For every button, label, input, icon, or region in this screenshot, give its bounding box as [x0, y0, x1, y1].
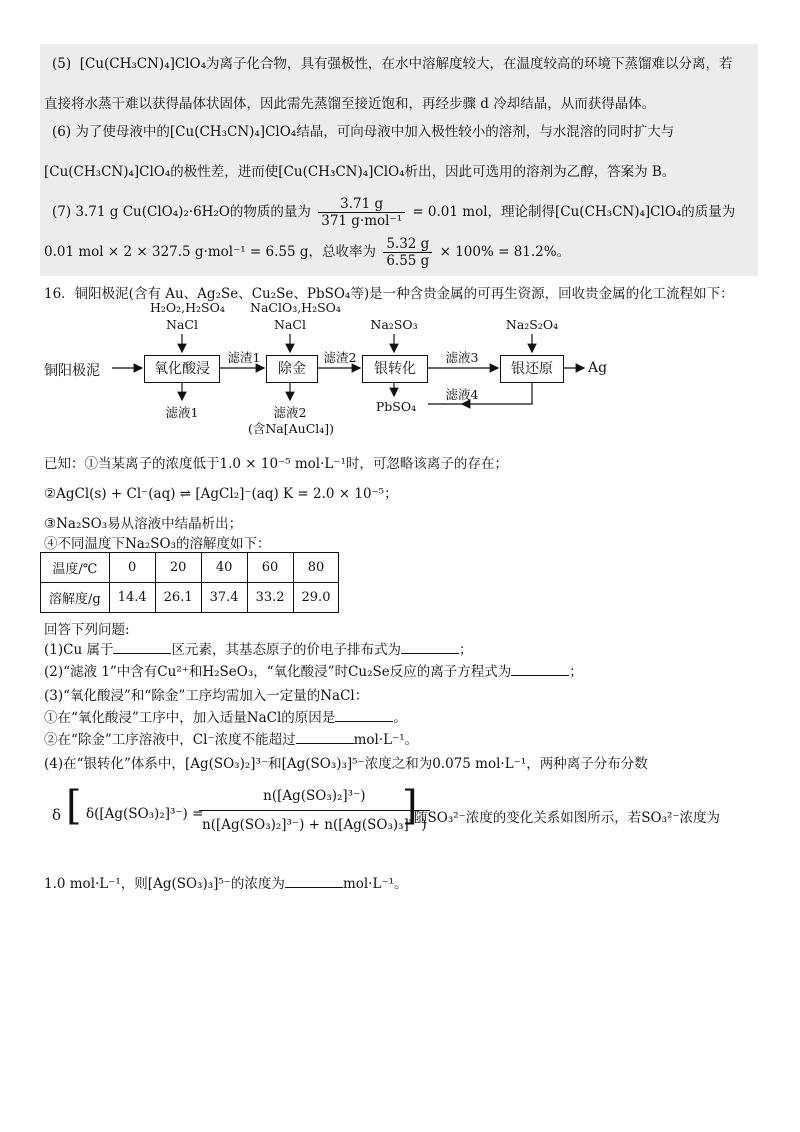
- question-4-line3: 1.0 mol·L⁻¹，则[Ag(SO₃)₃]⁵⁻的浓度为 mol·L⁻¹。: [44, 876, 408, 892]
- table-cell: 20: [155, 553, 201, 583]
- answer-7-line1: (7) 3.71 g Cu(ClO₄)₂·6H₂O的物质的量为 $\frac{3.71 g}{\text{371 g·mol⁻¹}}$ = 0.01 mol，理论制得[Cu(CH₃CN)₄]ClO₄的质量为: [52, 196, 736, 229]
- answer-6-line2: [Cu(CH₃CN)₄]ClO₄的极性差，进而使[Cu(CH₃CN)₄]ClO₄析出，因此可选用的溶剂为乙醇，答案为 B。: [44, 164, 676, 180]
- table-header-temperature: 温度/℃: [41, 553, 110, 583]
- delta-definition-lhs: δ([Ag(SO₃)₂]³⁻) =: [86, 806, 204, 822]
- table-cell: 29.0: [293, 583, 339, 613]
- flow-box-silver-conversion: 银转化: [362, 355, 428, 383]
- question-3: (3)“氧化酸浸”和“除金”工序均需加入一定量的NaCl：: [44, 688, 369, 704]
- arrow-label-filtrate3: 滤液3: [445, 350, 479, 365]
- answer-blank[interactable]: [401, 641, 459, 654]
- bracket-left: [: [66, 783, 82, 829]
- fraction-yield: $\frac{5.32 g}{6.55 g}$: [383, 236, 432, 269]
- delta-symbol: δ: [52, 806, 62, 824]
- flow-box-oxidative-leach: 氧化酸浸: [144, 355, 220, 383]
- table-row-temperature: [41, 553, 339, 583]
- answer-blank[interactable]: [335, 709, 393, 722]
- question-2: (2)“滤液 1”中含有Cu²⁺和H₂SeO₃，“氧化酸浸”时Cu₂Se反应的离子方程式为 ；: [44, 664, 583, 680]
- table-cell: 14.4: [109, 583, 155, 613]
- answer-5-line1: (5) [Cu(CH₃CN)₄]ClO₄为离子化合物，具有强极性，在水中溶解度较大，在温度较高的环境下蒸馏难以分离，若: [52, 56, 733, 72]
- question-1: (1)Cu 属于 区元素，其基态原子的价电子排布式为 ；: [44, 642, 473, 658]
- question-4-line1: (4)在“银转化”体系中，[Ag(SO₃)₂]³⁻和[Ag(SO₃)₃]⁵⁻浓度之和为0.075 mol·L⁻¹，两种离子分布分数: [44, 756, 648, 772]
- known-3: ③Na₂SO₃易从溶液中结晶析出；: [44, 516, 243, 532]
- table-cell: 0: [109, 553, 155, 583]
- flow-end-label: Ag: [588, 360, 608, 376]
- reagent-1a: H₂O₂,H₂SO₄: [150, 300, 225, 315]
- question-4-line2: 随SO₃²⁻浓度的变化关系如图所示，若SO₃²⁻浓度为: [414, 810, 721, 826]
- delta-denominator: n([Ag(SO₃)₂]³⁻) + n([Ag(SO₃)₃]⁵⁻): [202, 817, 427, 833]
- question-16-intro: 16．铜阳极泥(含有 Au、Ag₂Se、Cu₂Se、PbSO₄等)是一种含贵金属的可再生资源，回收贵金属的化工流程如下：: [44, 286, 734, 302]
- output-filtrate2: 滤液2: [273, 405, 307, 420]
- reagent-2b: NaCl: [274, 317, 306, 332]
- known-4: ④不同温度下Na₂SO₃的溶解度如下：: [44, 536, 271, 552]
- solubility-table: [40, 552, 339, 613]
- question-3-2: ②在“除金”工序溶液中，Cl⁻浓度不能超过 mol·L⁻¹。: [44, 732, 419, 748]
- table-cell: 80: [293, 553, 339, 583]
- flow-start-label: 铜阳极泥: [44, 363, 100, 379]
- output-pbso4: PbSO₄: [375, 399, 417, 414]
- arrow-label-residue1: 滤渣1: [227, 350, 261, 365]
- delta-fraction: [196, 783, 433, 833]
- answer-5-line2: 直接将水蒸干难以获得晶体状固体，因此需先蒸馏至接近饱和，再经步骤 d 冷却结晶，从而获得晶体。: [44, 96, 656, 112]
- table-header-solubility: 溶解度/g: [41, 583, 110, 613]
- question-3-1: ①在“氧化酸浸”工序中，加入适量NaCl的原因是 。: [44, 710, 407, 726]
- reagent-2a: NaClO₃,H₂SO₄: [250, 300, 341, 315]
- table-cell: 33.2: [247, 583, 293, 613]
- output-filtrate2-note: (含Na[AuCl₄]): [247, 421, 335, 436]
- answer-prompt: 回答下列问题:: [44, 622, 130, 638]
- answer-blank[interactable]: [285, 875, 343, 888]
- answer-7-line2: 0.01 mol × 2 × 327.5 g·mol⁻¹ = 6.55 g，总收率为 $\frac{5.32 g}{6.55 g}$ × 100% = 81.2%。: [44, 236, 571, 269]
- flow-box-silver-reduction: 银还原: [500, 355, 564, 383]
- known-1: 已知：①当某离子的浓度低于1.0 × 10⁻⁵ mol·L⁻¹时，可忽略该离子的存在；: [44, 456, 508, 472]
- reagent-3: Na₂SO₃: [370, 317, 418, 332]
- delta-numerator: n([Ag(SO₃)₂]³⁻): [199, 788, 430, 811]
- answer-blank[interactable]: [511, 663, 569, 676]
- arrow-label-filtrate4: 滤液4: [445, 387, 479, 402]
- table-cell: 40: [201, 553, 247, 583]
- flow-box-gold-removal: 除金: [266, 355, 318, 383]
- arrow-label-residue2: 滤渣2: [323, 350, 357, 365]
- bracket-right: ]: [402, 783, 418, 829]
- answer-6-line1: (6) 为了使母液中的[Cu(CH₃CN)₄]ClO₄结晶，可向母液中加入极性较小的溶剂，与水混溶的同时扩大与: [52, 124, 675, 140]
- fraction-moles: $\frac{3.71 g}{\text{371 g·mol⁻¹}}$: [318, 196, 405, 229]
- answer-blank[interactable]: [296, 731, 354, 744]
- reagent-1b: NaCl: [166, 317, 198, 332]
- table-cell: 60: [247, 553, 293, 583]
- answer-blank[interactable]: [113, 641, 171, 654]
- reagent-4: Na₂S₂O₄: [505, 317, 559, 332]
- table-cell: 26.1: [155, 583, 201, 613]
- table-row-solubility: [41, 583, 339, 613]
- output-filtrate1: 滤液1: [165, 405, 199, 420]
- table-cell: 37.4: [201, 583, 247, 613]
- known-2: ②AgCl(s) + Cl⁻(aq) ⇌ [AgCl₂]⁻(aq) K = 2.0 × 10⁻⁵；: [44, 486, 398, 502]
